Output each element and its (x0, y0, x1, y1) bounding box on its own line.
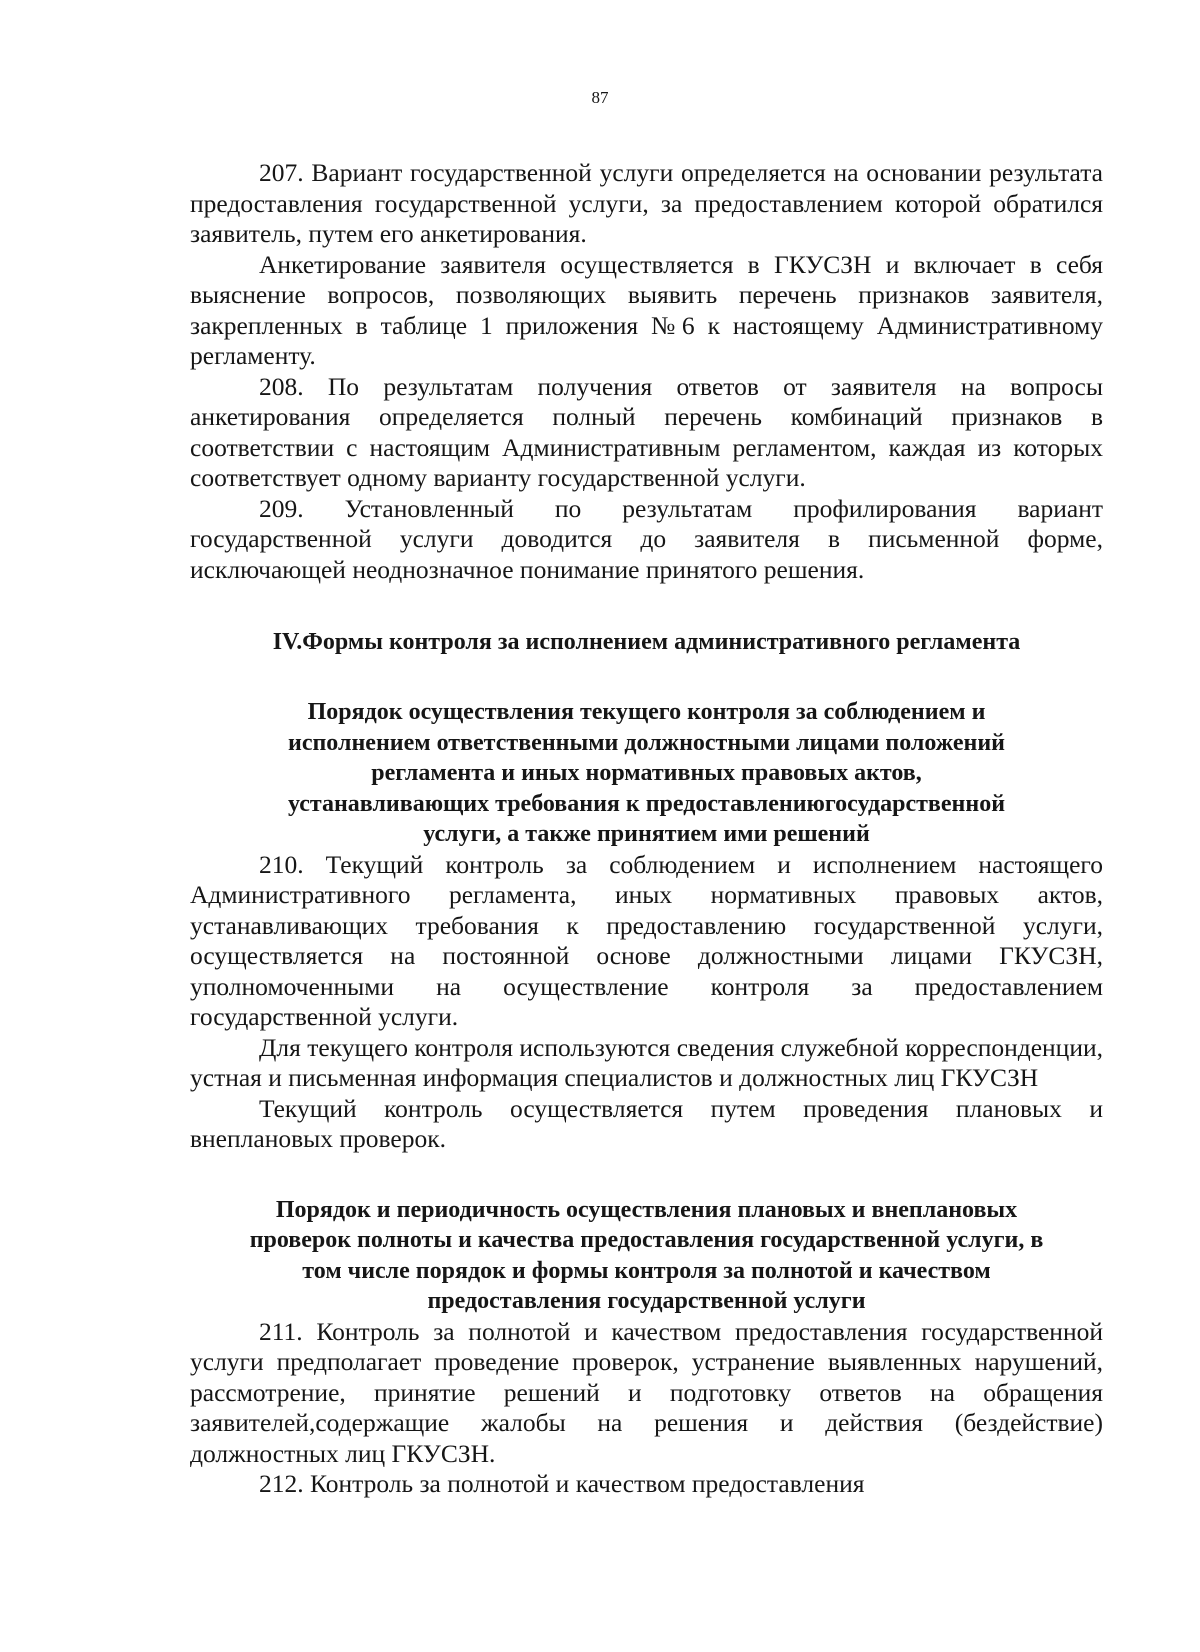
paragraph-211: 211. Контроль за полнотой и качеством предоставления государственной услуги предполагает проведение проверок, устранение выявленных нарушений, рассмотрение, принятие решений и подготовку ответов на обращения заявителей,содержащие жалобы на решения и действия (бездействие) должностных лиц ГКУСЗН. (190, 1316, 1103, 1468)
document-body (190, 158, 1103, 1500)
subheading-line: исполнением ответственными должностными лицами положений (288, 729, 1005, 756)
subheading-line: услуги, а также принятием ими решений (423, 821, 870, 847)
subheading-line: Порядок осуществления текущего контроля за соблюдением и (307, 699, 986, 725)
paragraph-208: 208. По результатам получения ответов от заявителя на вопросы анкетирования определяется полный перечень комбинаций признаков в соответствии с настоящим Административным регламентом, каждая из которых соответствует одному варианту государственной услуги. (190, 371, 1103, 492)
paragraph-questionnaire: Анкетирование заявителя осуществляется в ГКУСЗН и включает в себя выяснение вопросов, позволяющих выявить перечень признаков заявителя, закрепленных в таблице 1 приложения №6 к настоящему Административному регламенту. (190, 249, 1103, 370)
page-number: 87 (591, 88, 609, 107)
paragraph-current-control-method: Текущий контроль осуществляется путем проведения плановых и внеплановых проверок. (190, 1093, 1103, 1153)
section-heading-iv: IV.Формы контроля за исполнением административного регламента (272, 629, 1021, 655)
subheading-line: том числе порядок и формы контроля за полнотой и качеством (302, 1257, 991, 1284)
paragraph-210: 210. Текущий контроль за соблюдением и исполнением настоящего Административного регламента, иных нормативных правовых актов, устанавливающих требования к предоставлению государственной услуги, осуществляется на постоянной основе должностными лицами ГКУСЗН, уполномоченными на осуществление контроля за предоставлением государственной услуги. (190, 849, 1103, 1031)
paragraph-209: 209. Установленный по результатам профилирования вариант государственной услуги доводится до заявителя в письменной форме, исключающей неоднозначное понимание принятого решения. (190, 493, 1103, 584)
subheading-line: проверок полноты и качества предоставления государственной услуги, в (249, 1227, 1044, 1253)
paragraph-current-control-sources: Для текущего контроля используются сведения служебной корреспонденции, устная и письменная информация специалистов и должностных лиц ГКУСЗН (190, 1032, 1103, 1092)
paragraph-207: 207. Вариант государственной услуги определяется на основании результата предоставления государственной услуги, за предоставлением которой обратился заявитель, путем его анкетирования. (190, 158, 1103, 248)
subheading-line: Порядок и периодичность осуществления плановых и внеплановых (275, 1196, 1018, 1223)
subheading-line: предоставления государственной услуги (427, 1288, 866, 1314)
subheading-line: регламента и иных нормативных правовых актов, (371, 760, 922, 786)
subheading-line: устанавливающих требования к предоставлениюгосударственной (287, 790, 1006, 817)
subheading-inspections (190, 1195, 1103, 1317)
subheading-current-control (190, 697, 1103, 850)
paragraph-212: 212. Контроль за полнотой и качеством предоставления (259, 1469, 865, 1498)
